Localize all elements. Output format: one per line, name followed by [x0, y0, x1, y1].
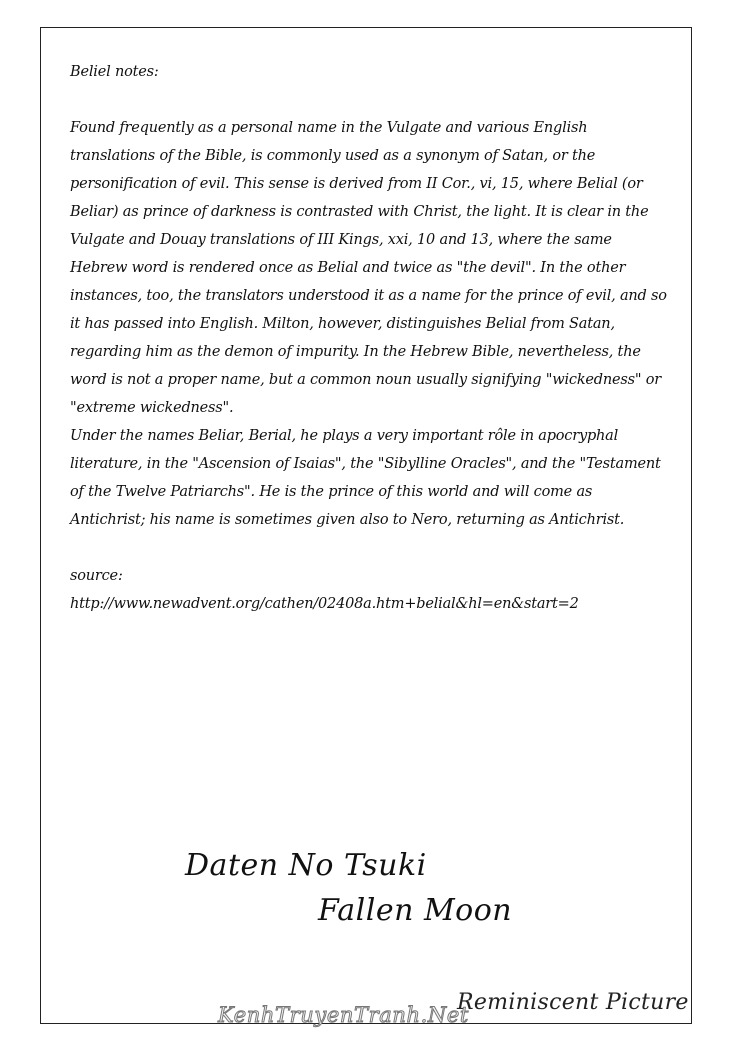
- notes-block: [70, 58, 670, 618]
- source-url: http://www.newadvent.org/cathen/02408a.htm+belial&hl=en&start=2: [70, 596, 579, 612]
- title-english: Fallen Moon: [318, 893, 513, 928]
- notes-paragraph-2: Under the names Beliar, Berial, he plays a very important rôle in apocryphal literature, in the "Ascension of Isaias", the "Sibylline Oracles", and the "Testament of the Twelve Patriarchs". He is the prince of this world and will come as Antichrist; his name is sometimes given also to Nero, returning as Antichrist.: [70, 428, 661, 528]
- source-label: source:: [70, 568, 123, 584]
- title-japanese: Daten No Tsuki: [185, 848, 427, 883]
- group-credit: Reminiscent Picture: [457, 990, 689, 1015]
- notes-heading: Beliel notes:: [70, 64, 159, 80]
- notes-paragraph-1: Found frequently as a personal name in the Vulgate and various English translations of the Bible, is commonly used as a synonym of Satan, or the personification of evil. This sense is derived from II Cor., vi, 15, where Belial (or Beliar) as prince of darkness is contrasted with Christ, the light. It is clear in the Vulgate and Douay translations of III Kings, xxi, 10 and 13, where the same Hebrew word is rendered once as Belial and twice as "the devil". In the other instances, too, the translators understood it as a name for the prince of evil, and so it has passed into English. Milton, however, distinguishes Belial from Satan, regarding him as the demon of impurity. In the Hebrew Bible, nevertheless, the word is not a proper name, but a common noun usually signifying "wickedness" or "extreme wickedness".: [70, 120, 667, 416]
- site-watermark: KenhTruyenTranh.Net: [218, 1003, 469, 1027]
